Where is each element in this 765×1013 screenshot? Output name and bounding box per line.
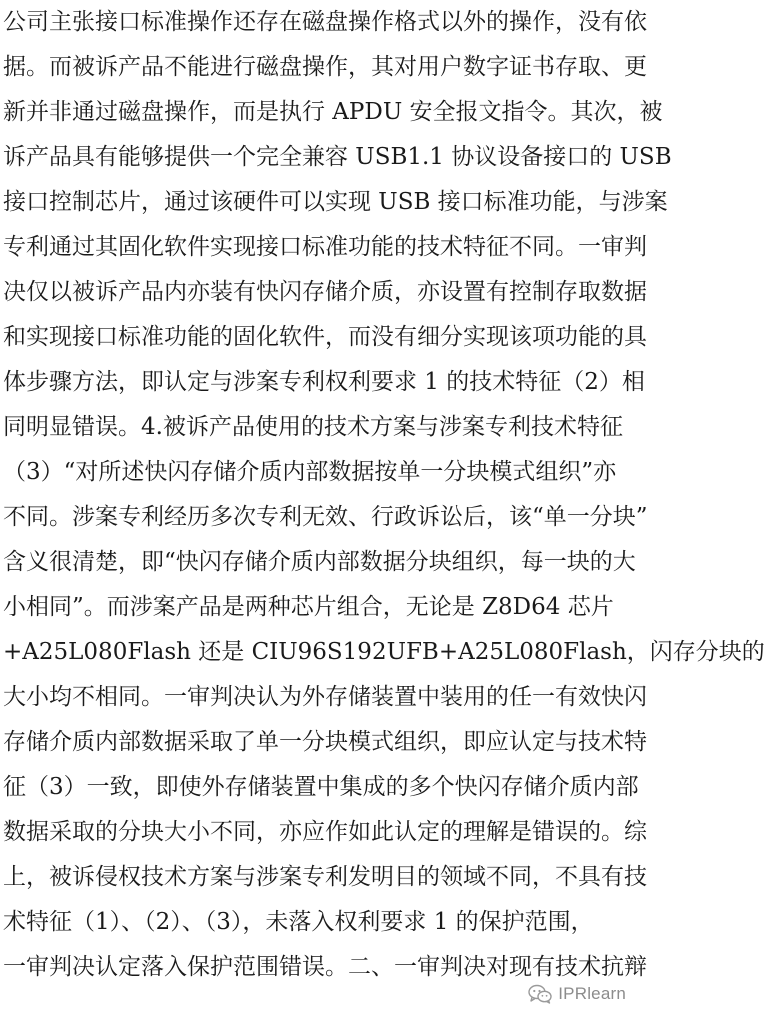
text-line: 征（3）一致，即使外存储装置中集成的多个快闪存储介质内部: [3, 774, 639, 800]
text-line: 含义很清楚，即“快闪存储介质内部数据分块组织，每一块的大: [3, 549, 636, 575]
text-line: 一审判决认定落入保护范围错误。二、一审判决对现有技术抗辩: [3, 954, 647, 980]
text-line: 新并非通过磁盘操作，而是执行 APDU 安全报文指令。其次，被: [3, 99, 663, 125]
text-line: 决仅以被诉产品内亦装有快闪存储介质，亦设置有控制存取数据: [3, 279, 647, 305]
text-line: 小相同”。而涉案产品是两种芯片组合，无论是 Z8D64 芯片: [3, 594, 614, 620]
text-line: 体步骤方法，即认定与涉案专利权利要求 1 的技术特征（2）相: [3, 369, 645, 395]
text-line: 诉产品具有能够提供一个完全兼容 USB1.1 协议设备接口的 USB: [3, 144, 672, 170]
text-line: +A25L080Flash 还是 CIU96S192UFB+A25L080Flash，闪存分块的: [3, 639, 765, 665]
text-line: 专利通过其固化软件实现接口标准功能的技术特征不同。一审判: [3, 234, 647, 260]
text-line: 上，被诉侵权技术方案与涉案专利发明目的领域不同，不具有技: [3, 864, 647, 890]
text-line: 数据采取的分块大小不同，亦应作如此认定的理解是错误的。综: [3, 819, 647, 845]
text-line: （3）“对所述快闪存储介质内部数据按单一分块模式组织”亦: [3, 459, 617, 485]
wechat-icon: [528, 984, 552, 1004]
text-line: 不同。涉案专利经历多次专利无效、行政诉讼后，该“单一分块”: [3, 504, 648, 530]
watermark-text: IPRlearn: [558, 984, 626, 1003]
text-line: 据。而被诉产品不能进行磁盘操作，其对用户数字证书存取、更: [3, 54, 647, 80]
text-line: 存储介质内部数据采取了单一分块模式组织，即应认定与技术特: [3, 729, 647, 755]
text-line: 和实现接口标准功能的固化软件，而没有细分实现该项功能的具: [3, 324, 647, 350]
text-line: 术特征（1）、（2）、（3），未落入权利要求 1 的保护范围，: [3, 909, 594, 935]
text-line: 大小均不相同。一审判决认为外存储装置中装用的任一有效快闪: [3, 684, 647, 710]
watermark: [528, 981, 626, 1007]
text-line: 接口控制芯片，通过该硬件可以实现 USB 接口标准功能，与涉案: [3, 189, 668, 215]
text-line: 同明显错误。4.被诉产品使用的技术方案与涉案专利技术特征: [3, 414, 623, 440]
text-line: 公司主张接口标准操作还存在磁盘操作格式以外的操作，没有依: [3, 9, 647, 35]
